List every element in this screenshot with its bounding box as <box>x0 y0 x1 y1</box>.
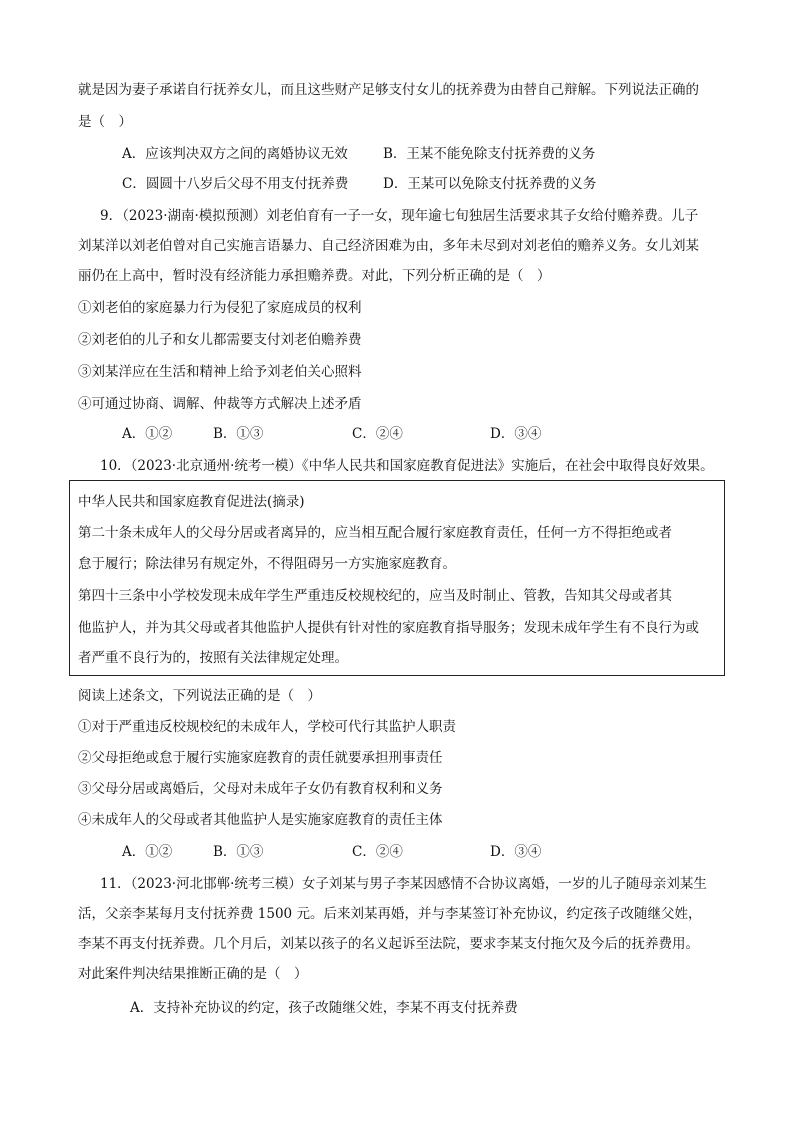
q8-option-d: D．王某可以免除支付抚养费的义务 <box>383 176 597 192</box>
q10-option-c: C．②④ <box>352 844 403 860</box>
q10-statement-1: ①对于严重违反校规校纪的未成年人，学校可代行其监护人职责 <box>78 719 456 735</box>
q9-option-d: D．③④ <box>490 426 542 442</box>
question-8-stem-line-1: 就是因为妻子承诺自行抚养女儿，而且这些财产足够支付女儿的抚养费为由替自己辩解。下列说法正确的 <box>78 82 699 98</box>
q9-statement-4: ④可通过协商、调解、仲裁等方式解决上述矛盾 <box>78 396 362 412</box>
q9-option-b: B．①③ <box>213 426 264 442</box>
q9-statement-1: ①刘老伯的家庭暴力行为侵犯了家庭成员的权利 <box>78 300 362 316</box>
q8-option-a: A．应该判决双方之间的离婚协议无效 <box>122 146 348 162</box>
q10-read-prompt: 阅读上述条文，下列说法正确的是（ ） <box>78 688 321 704</box>
question-8-stem-line-2: 是（ ） <box>78 114 132 130</box>
law-article-43-line-2: 他监护人，并为其父母或者其他监护人提供有针对性的家庭教育指导服务；发现未成年学生有不良行为或 <box>78 620 699 636</box>
q9-statement-2: ②刘老伯的儿子和女儿都需要支付刘老伯赡养费 <box>78 332 362 348</box>
q9-option-a: A．①② <box>122 426 173 442</box>
q10-option-d: D．③④ <box>490 844 542 860</box>
q8-option-b: B．王某不能免除支付抚养费的义务 <box>383 146 596 162</box>
q10-option-a: A．①② <box>122 844 173 860</box>
law-excerpt-title: 中华人民共和国家庭教育促进法(摘录) <box>78 494 305 510</box>
q10-option-b: B．①③ <box>213 844 264 860</box>
q11-option-a: A．支持补充协议的约定，孩子改随继父姓，李某不再支付抚养费 <box>130 1000 518 1016</box>
q10-statement-3: ③父母分居或离婚后，父母对未成年子女仍有教育权利和义务 <box>78 781 443 797</box>
question-10-stem: 10．（2023·北京通州·统考一模）《中华人民共和国家庭教育促进法》实施后，在社会中取得良好效果。 <box>100 458 714 474</box>
law-article-20-line-2: 怠于履行；除法律另有规定外，不得阻碍另一方实施家庭教育。 <box>78 556 456 572</box>
law-article-43-line-3: 者严重不良行为的，按照有关法律规定处理。 <box>78 650 348 666</box>
question-9-stem-line-1: 9．（2023·湖南·模拟预测）刘老伯育有一子一女，现年逾七旬独居生活要求其子女给付赡养费。儿子 <box>100 208 699 224</box>
q8-option-c: C．圆圆十八岁后父母不用支付抚养费 <box>122 176 349 192</box>
question-9-stem-line-3: 丽仍在上高中，暂时没有经济能力承担赡养费。对此，下列分析正确的是（ ） <box>78 268 551 284</box>
q9-statement-3: ③刘某洋应在生活和精神上给予刘老伯关心照料 <box>78 364 362 380</box>
question-11-stem-line-3: 李某不再支付抚养费。几个月后，刘某以孩子的名义起诉至法院，要求李某支付拖欠及今后的抚养费用。 <box>78 936 699 952</box>
law-article-43-line-1: 第四十三条中小学校发现未成年学生严重违反校规校纪的，应当及时制止、管教，告知其父母或者其 <box>78 588 672 604</box>
question-11-stem-line-1: 11．（2023·河北邯郸·统考三模）女子刘某与男子李某因感情不合协议离婚，一岁的儿子随母亲刘某生 <box>100 876 707 892</box>
law-article-20-line-1: 第二十条未成年人的父母分居或者离异的，应当相互配合履行家庭教育责任，任何一方不得拒绝或者 <box>78 525 672 541</box>
q10-statement-4: ④未成年人的父母或者其他监护人是实施家庭教育的责任主体 <box>78 812 443 828</box>
question-9-stem-line-2: 刘某洋以刘老伯曾对自己实施言语暴力、自己经济困难为由，多年未尽到对刘老伯的赡养义务。女儿刘某 <box>78 238 699 254</box>
q9-option-c: C．②④ <box>352 426 403 442</box>
question-11-stem-line-4: 对此案件判决结果推断正确的是（ ） <box>78 966 308 982</box>
q10-statement-2: ②父母拒绝或怠于履行实施家庭教育的责任就要承担刑事责任 <box>78 750 443 766</box>
question-11-stem-line-2: 活，父亲李某每月支付抚养费 1500 元。后来刘某再婚，并与李某签订补充协议，约定孩子改随继父姓， <box>78 906 702 922</box>
